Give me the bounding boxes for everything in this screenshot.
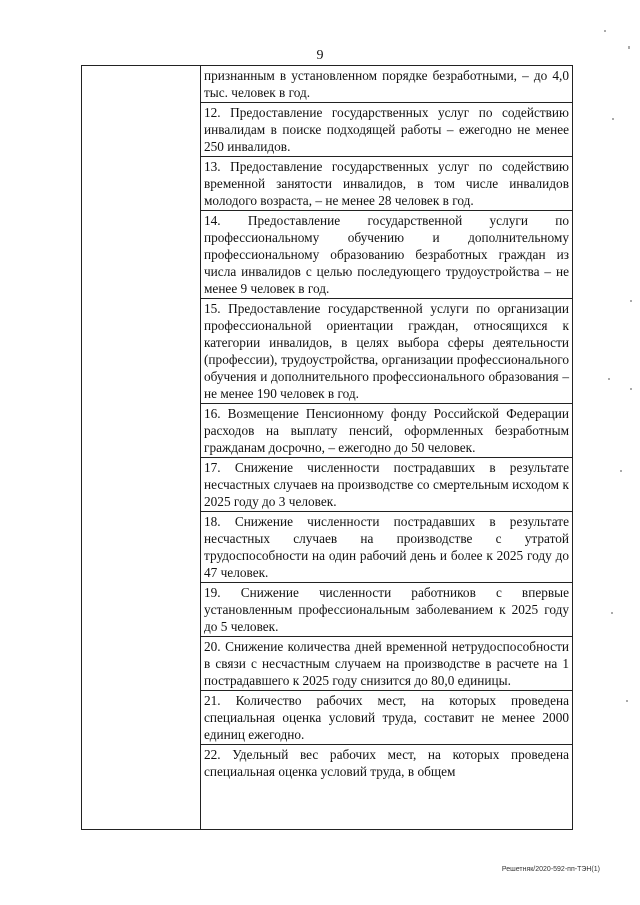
- indicator-item: 14. Предоставление государственной услуги по профессиональному обучению и дополнительному профессиональному образованию безработных граждан из числа инвалидов с целью последующего трудоустройства – не менее 9 человек в год.: [201, 211, 572, 299]
- scan-speck: [620, 470, 622, 472]
- indicator-item: 12. Предоставление государственных услуг по содействию инвалидам в поиске подходящей работы – ежегодно не менее 250 инвалидов.: [201, 103, 572, 157]
- scan-speck: [626, 700, 628, 702]
- scan-speck: [630, 300, 632, 302]
- indicator-item: 15. Предоставление государственной услуги по организации профессиональной ориентации граждан, относящихся к категории инвалидов, в целях выбора сферы деятельности (профессии), трудоустройства, организации профессионального обучения и дополнительного профессионального образования – не менее 190 человек в год.: [201, 299, 572, 404]
- indicator-item: 19. Снижение численности работников с впервые установленным профессиональным заболеванием к 2025 году до 5 человек.: [201, 583, 572, 637]
- table-left-column: [82, 66, 201, 829]
- table-right-column: [201, 66, 572, 829]
- indicator-item: признанным в установленном порядке безработными, – до 4,0 тыс. человек в год.: [201, 66, 572, 103]
- page-number: 9: [316, 48, 324, 63]
- scan-speck: [611, 612, 613, 614]
- scan-speck: [608, 378, 610, 380]
- indicator-item: 20. Снижение количества дней временной нетрудоспособности в связи с несчастным случаем на производстве в расчете на 1 пострадавшего к 2025 году снизится до 80,0 единицы.: [201, 637, 572, 691]
- indicator-item: 18. Снижение численности пострадавших в результате несчастных случаев на производстве с утратой трудоспособности на один рабочий день и более к 2025 году до 47 человек.: [201, 512, 572, 583]
- indicator-item: 22. Удельный вес рабочих мест, на которых проведена специальная оценка условий труда, в общем: [204, 747, 569, 779]
- indicator-item: 16. Возмещение Пенсионному фонду Российской Федерации расходов на выплату пенсий, оформленных безработным гражданам досрочно, – ежегодно до 50 человек.: [201, 404, 572, 458]
- indicator-item: 17. Снижение численности пострадавших в результате несчастных случаев на производстве со смертельным исходом к 2025 году до 3 человек.: [201, 458, 572, 512]
- scan-speck: [604, 30, 606, 32]
- scan-speck: [628, 46, 630, 49]
- scan-speck: [612, 118, 614, 120]
- indicator-item: 13. Предоставление государственных услуг по содействию временной занятости инвалидов, в том числе инвалидов молодого возраста, – не менее 28 человек в год.: [201, 157, 572, 211]
- indicators-table: [81, 65, 573, 830]
- indicator-item: 21. Количество рабочих мест, на которых проведена специальная оценка условий труда, составит не менее 2000 единиц ежегодно.: [201, 691, 572, 745]
- document-footer-tag: Решетняк/2020-592-пп-ТЭН(1): [501, 866, 600, 873]
- scan-speck: [630, 388, 632, 390]
